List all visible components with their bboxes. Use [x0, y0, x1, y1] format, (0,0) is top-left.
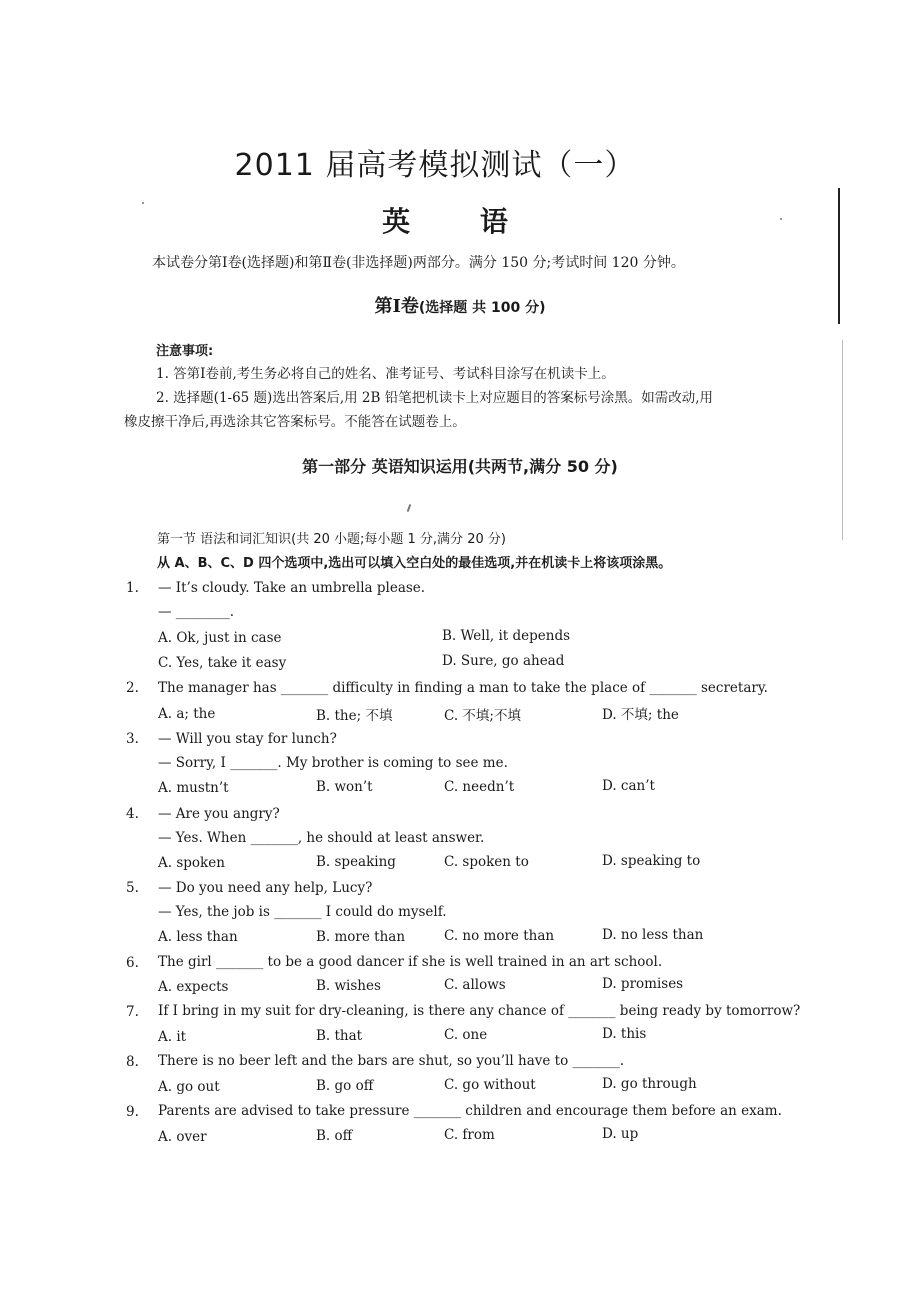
- option-c: C. one: [444, 1027, 488, 1043]
- question-text: — Will you stay for lunch?: [158, 731, 337, 747]
- option-a: A. mustn’t: [158, 780, 229, 796]
- option-b: B. go off: [316, 1078, 374, 1094]
- part-heading-main: 第Ⅰ卷: [374, 296, 419, 317]
- option-a: A. expects: [158, 979, 229, 995]
- option-b: B. Well, it depends: [442, 628, 571, 644]
- subject-title: 英 语: [382, 205, 538, 238]
- question-text: There is no beer left and the bars are shut, so you’ll have to _______.: [158, 1053, 625, 1069]
- option-d: D. can’t: [602, 778, 655, 794]
- option-c: C. Yes, take it easy: [158, 655, 287, 671]
- question-number: 3.: [126, 731, 139, 747]
- question-text: — Do you need any help, Lucy?: [158, 880, 373, 896]
- option-d: D. promises: [602, 976, 684, 992]
- exam-intro: 本试卷分第Ⅰ卷(选择题)和第Ⅱ卷(非选择题)两部分。满分 150 分;考试时间 120 分钟。: [152, 255, 685, 271]
- question-text: — Sorry, I _______. My brother is coming to see me.: [158, 755, 508, 771]
- question-text: — Yes, the job is _______ I could do myself.: [158, 904, 447, 920]
- option-a: A. Ok, just in case: [158, 630, 282, 646]
- question-text: The girl _______ to be a good dancer if she is well trained in an art school.: [158, 954, 663, 970]
- option-d: D. speaking to: [602, 853, 701, 869]
- question-number: 7.: [126, 1004, 139, 1020]
- option-c: C. spoken to: [444, 854, 529, 870]
- option-d: D. this: [602, 1026, 647, 1042]
- option-d: D. no less than: [602, 927, 704, 943]
- question-number: 1.: [126, 580, 139, 596]
- option-b: B. speaking: [316, 854, 396, 870]
- scan-edge-line-faint: [842, 340, 843, 540]
- option-b: B. won’t: [316, 779, 373, 795]
- option-d: D. 不填; the: [602, 707, 679, 723]
- section-title: 第一部分 英语知识运用(共两节,满分 50 分): [302, 457, 618, 476]
- notice-item-2-cont: 橡皮擦干净后,再选涂其它答案标号。不能答在试题卷上。: [124, 414, 466, 430]
- scan-speck: [407, 504, 412, 512]
- option-c: C. from: [444, 1127, 495, 1143]
- option-a: A. spoken: [158, 855, 225, 871]
- question-text: — Are you angry?: [158, 806, 280, 822]
- option-a: A. over: [158, 1129, 207, 1145]
- option-a: A. less than: [158, 929, 238, 945]
- option-b: B. the; 不填: [316, 708, 393, 724]
- option-c: C. no more than: [444, 928, 555, 944]
- question-number: 6.: [126, 955, 139, 971]
- part-heading-sub: (选择题 共 100 分): [418, 300, 546, 316]
- option-c: C. allows: [444, 977, 506, 993]
- option-b: B. that: [316, 1028, 363, 1044]
- question-text: — ________.: [158, 604, 235, 620]
- option-d: D. Sure, go ahead: [442, 653, 565, 669]
- option-d: D. up: [602, 1126, 639, 1142]
- option-b: B. off: [316, 1128, 353, 1144]
- instruction: 从 A、B、C、D 四个选项中,选出可以填入空白处的最佳选项,并在机读卡上将该项涂黑。: [157, 556, 672, 571]
- option-a: A. go out: [158, 1079, 220, 1095]
- part-heading: [0, 292, 920, 318]
- option-c: C. needn’t: [444, 779, 515, 795]
- option-a: A. a; the: [158, 706, 216, 722]
- question-number: 8.: [126, 1054, 139, 1070]
- notice-item-1: 1. 答第Ⅰ卷前,考生务必将自己的姓名、准考证号、考试科目涂写在机读卡上。: [156, 366, 615, 382]
- option-a: A. it: [158, 1029, 187, 1045]
- question-text: Parents are advised to take pressure _______ children and encourage them before an exam.: [158, 1103, 782, 1119]
- question-number: 9.: [126, 1104, 139, 1120]
- page-title: 2011 届高考模拟测试（一）: [234, 148, 636, 183]
- question-number: 4.: [126, 806, 139, 822]
- question-text: — It’s cloudy. Take an umbrella please.: [158, 580, 426, 596]
- question-text: The manager has _______ difficulty in finding a man to take the place of _______ secretary.: [158, 680, 768, 696]
- option-d: D. go through: [602, 1076, 697, 1092]
- option-b: B. more than: [316, 929, 406, 945]
- section1-title: 第一节 语法和词汇知识(共 20 小题;每小题 1 分,满分 20 分): [157, 532, 506, 547]
- question-text: If I bring in my suit for dry-cleaning, is there any chance of _______ being ready by tomorrow?: [158, 1003, 801, 1019]
- option-c: C. 不填;不填: [444, 708, 521, 724]
- question-number: 5.: [126, 880, 139, 896]
- option-b: B. wishes: [316, 978, 381, 994]
- question-number: 2.: [126, 680, 139, 696]
- notice-heading: 注意事项:: [156, 344, 214, 359]
- question-text: — Yes. When _______, he should at least answer.: [158, 830, 485, 846]
- option-c: C. go without: [444, 1077, 536, 1093]
- notice-item-2: 2. 选择题(1-65 题)选出答案后,用 2B 铅笔把机读卡上对应题目的答案标号涂黑。如需改动,用: [156, 390, 713, 406]
